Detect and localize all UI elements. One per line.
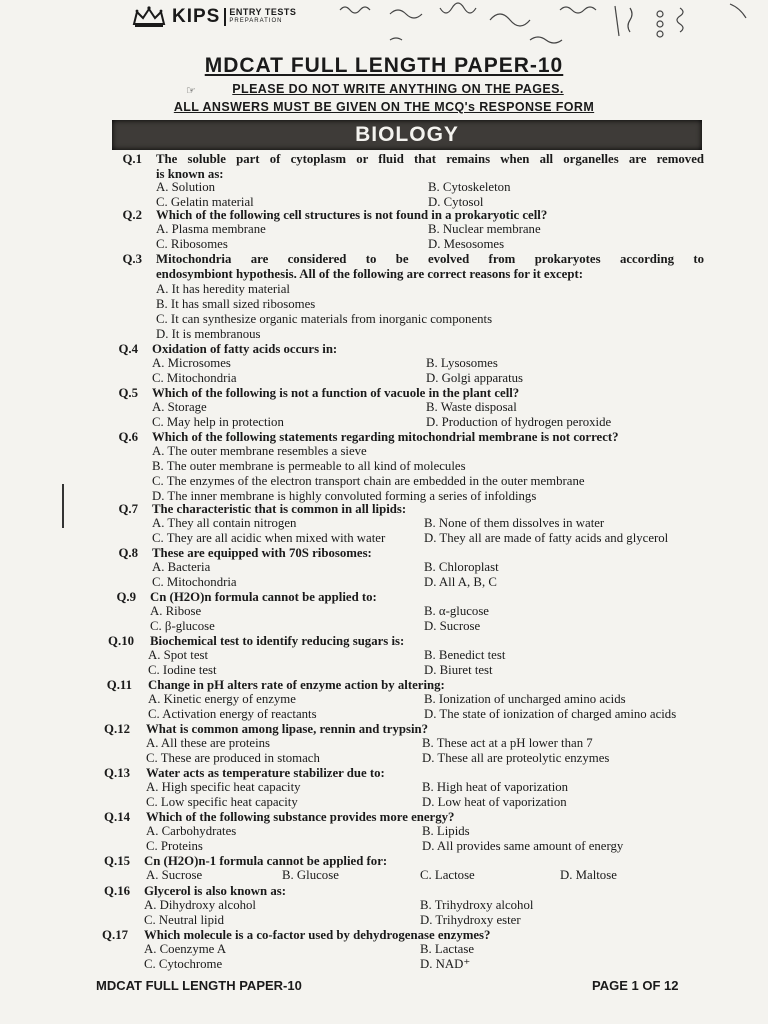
- answer-option[interactable]: A. Microsomes: [152, 356, 231, 370]
- answer-option[interactable]: C. Lactose: [420, 868, 475, 882]
- answer-option[interactable]: B. Cytoskeleton: [428, 180, 511, 194]
- question-text: Oxidation of fatty acids occurs in:: [152, 342, 338, 356]
- question-number: Q.15: [104, 854, 130, 868]
- answer-option[interactable]: A. Coenzyme A: [144, 942, 227, 956]
- question-number: Q.5: [118, 386, 138, 400]
- notice-line-2: ALL ANSWERS MUST BE GIVEN ON THE MCQ's RESPONSE FORM: [173, 100, 595, 114]
- crown-icon: [132, 6, 166, 28]
- question-text: Cn (H2O)n-1 formula cannot be applied for:: [144, 854, 388, 868]
- question-number: Q.4: [118, 342, 138, 356]
- answer-option[interactable]: B. Lysosomes: [426, 356, 498, 370]
- question-text: What is common among lipase, rennin and trypsin?: [146, 722, 429, 736]
- question-number: Q.6: [118, 430, 138, 444]
- answer-option[interactable]: D. NAD⁺: [420, 957, 471, 971]
- answer-option[interactable]: C. May help in protection: [152, 415, 284, 429]
- answer-option[interactable]: A. They all contain nitrogen: [152, 516, 297, 530]
- answer-option[interactable]: B. The outer membrane is permeable to all kind of molecules: [152, 459, 466, 473]
- kips-logo: [132, 6, 296, 28]
- answer-option[interactable]: B. Lactase: [420, 942, 475, 956]
- answer-option[interactable]: D. Trihydroxy ester: [420, 913, 521, 927]
- answer-option[interactable]: B. Ionization of uncharged amino acids: [424, 692, 626, 706]
- question-number: Q.11: [106, 678, 132, 692]
- question-text: Water acts as temperature stabilizer due to:: [146, 766, 385, 780]
- question-text: Which of the following cell structures is not found in a prokaryotic cell?: [156, 208, 548, 222]
- pointing-hand-icon: ☞: [186, 85, 196, 97]
- question-number: Q.3: [122, 252, 142, 266]
- question-text: Change in pH alters rate of enzyme action by altering:: [148, 678, 445, 692]
- brand-tagline-line1: ENTRY TESTS: [229, 7, 297, 17]
- answer-option[interactable]: C. Mitochondria: [152, 371, 237, 385]
- answer-option[interactable]: D. Cytosol: [428, 195, 484, 209]
- answer-option[interactable]: C. It can synthesize organic materials from inorganic components: [156, 312, 493, 326]
- question-text: is known as:: [156, 166, 224, 181]
- answer-option[interactable]: D. Production of hydrogen peroxide: [426, 415, 612, 429]
- answer-option[interactable]: D. Low heat of vaporization: [422, 795, 567, 809]
- answer-option[interactable]: B. Benedict test: [424, 648, 506, 662]
- question-text: Which of the following statements regarding mitochondrial membrane is not correct?: [152, 430, 619, 444]
- margin-mark: [62, 484, 64, 528]
- answer-option[interactable]: B. None of them dissolves in water: [424, 516, 605, 530]
- answer-option[interactable]: C. β-glucose: [150, 619, 215, 633]
- question-number: Q.9: [116, 590, 136, 604]
- answer-option[interactable]: B. It has small sized ribosomes: [156, 297, 316, 311]
- answer-option[interactable]: D. Golgi apparatus: [426, 371, 524, 385]
- answer-option[interactable]: A. Ribose: [150, 604, 202, 618]
- answer-option[interactable]: A. Kinetic energy of enzyme: [148, 692, 296, 706]
- answer-option[interactable]: C. Mitochondria: [152, 575, 237, 589]
- question-text: Which of the following is not a function of vacuole in the plant cell?: [152, 386, 520, 400]
- notice-line-1: PLEASE DO NOT WRITE ANYTHING ON THE PAGES.: [232, 82, 564, 96]
- question-text: Mitochondria are considered to be evolved from prokaryotes according to: [156, 252, 704, 266]
- answer-option[interactable]: C. Cytochrome: [144, 957, 223, 971]
- question-number: Q.10: [108, 634, 134, 648]
- answer-option[interactable]: B. These act at a pH lower than 7: [422, 736, 593, 750]
- brand-tagline: [224, 8, 296, 26]
- answer-option[interactable]: C. Activation energy of reactants: [148, 707, 317, 721]
- answer-option[interactable]: B. Waste disposal: [426, 400, 517, 414]
- answer-option[interactable]: C. They are all acidic when mixed with water: [152, 531, 386, 545]
- brand-name: KIPS: [172, 6, 221, 27]
- answer-option[interactable]: B. Chloroplast: [424, 560, 499, 574]
- answer-option[interactable]: A. Bacteria: [152, 560, 211, 574]
- answer-option[interactable]: D. Maltose: [560, 868, 617, 882]
- page-title: MDCAT FULL LENGTH PAPER-10: [204, 54, 564, 77]
- footer-page-number: PAGE 1 OF 12: [592, 978, 679, 993]
- question-number: Q.8: [118, 546, 138, 560]
- answer-option[interactable]: D. All provides same amount of energy: [422, 839, 624, 853]
- answer-option[interactable]: A. All these are proteins: [146, 736, 271, 750]
- answer-option[interactable]: B. High heat of vaporization: [422, 780, 569, 794]
- answer-option[interactable]: A. It has heredity material: [156, 282, 290, 296]
- answer-option[interactable]: C. Ribosomes: [156, 237, 228, 251]
- question-number: Q.12: [104, 722, 130, 736]
- footer-paper-title: MDCAT FULL LENGTH PAPER-10: [96, 978, 302, 993]
- question-text: Which molecule is a co-factor used by dehydrogenase enzymes?: [144, 928, 491, 942]
- answer-option[interactable]: B. Glucose: [282, 868, 339, 882]
- answer-option[interactable]: A. High specific heat capacity: [146, 780, 301, 794]
- question-text: Biochemical test to identify reducing sugars is:: [150, 634, 405, 648]
- answer-option[interactable]: C. The enzymes of the electron transport chain are embedded in the outer membrane: [152, 474, 585, 488]
- question-text: The characteristic that is common in all lipids:: [152, 502, 407, 516]
- answer-option[interactable]: D. Mesosomes: [428, 237, 505, 251]
- subject-heading: BIOLOGY: [112, 120, 702, 150]
- answer-option[interactable]: C. Proteins: [146, 839, 203, 853]
- answer-option[interactable]: B. Trihydroxy alcohol: [420, 898, 534, 912]
- question-number: Q.13: [104, 766, 130, 780]
- answer-option[interactable]: A. Carbohydrates: [146, 824, 237, 838]
- answer-option[interactable]: B. α-glucose: [424, 604, 489, 618]
- handwritten-scribbles: [330, 0, 750, 50]
- answer-option[interactable]: A. Spot test: [148, 648, 209, 662]
- answer-option[interactable]: C. Neutral lipid: [144, 913, 224, 927]
- question-number: Q.1: [122, 152, 142, 166]
- answer-option[interactable]: A. Sucrose: [146, 868, 203, 882]
- question-text: Which of the following substance provides more energy?: [146, 810, 455, 824]
- answer-option[interactable]: D. All A, B, C: [424, 575, 497, 589]
- answer-option[interactable]: A. Solution: [156, 180, 216, 194]
- answer-option[interactable]: D. Sucrose: [424, 619, 481, 633]
- question-text: These are equipped with 70S ribosomes:: [152, 546, 372, 560]
- question-text: The soluble part of cytoplasm or fluid that remains when all organelles are removed: [156, 152, 704, 166]
- question-number: Q.7: [118, 502, 138, 516]
- question-number: Q.14: [104, 810, 130, 824]
- answer-option[interactable]: D. It is membranous: [156, 327, 261, 341]
- brand-tagline-line2: PREPARATION: [229, 18, 283, 24]
- answer-option[interactable]: D. Biuret test: [424, 663, 493, 677]
- answer-option[interactable]: C. Gelatin material: [156, 195, 254, 209]
- answer-option[interactable]: B. Nuclear membrane: [428, 222, 541, 236]
- question-text: Cn (H2O)n formula cannot be applied to:: [150, 590, 377, 604]
- question-number: Q.16: [104, 884, 130, 898]
- answer-option[interactable]: A. Plasma membrane: [156, 222, 266, 236]
- answer-option[interactable]: D. The inner membrane is highly convoluted forming a series of infoldings: [152, 489, 537, 503]
- answer-option[interactable]: A. Dihydroxy alcohol: [144, 898, 256, 912]
- answer-option[interactable]: C. Iodine test: [148, 663, 217, 677]
- question-text: Glycerol is also known as:: [144, 884, 286, 898]
- answer-option[interactable]: B. Lipids: [422, 824, 470, 838]
- question-number: Q.2: [122, 208, 142, 222]
- answer-option[interactable]: D. These all are proteolytic enzymes: [422, 751, 610, 765]
- answer-option[interactable]: A. The outer membrane resembles a sieve: [152, 444, 367, 458]
- answer-option[interactable]: C. These are produced in stomach: [146, 751, 320, 765]
- answer-option[interactable]: D. The state of ionization of charged amino acids: [424, 707, 677, 721]
- answer-option[interactable]: A. Storage: [152, 400, 207, 414]
- header: [0, 0, 768, 50]
- question-text: endosymbiont hypothesis. All of the following are correct reasons for it except:: [156, 266, 584, 281]
- answer-option[interactable]: D. They all are made of fatty acids and glycerol: [424, 531, 669, 545]
- question-number: Q.17: [102, 928, 128, 942]
- answer-option[interactable]: C. Low specific heat capacity: [146, 795, 298, 809]
